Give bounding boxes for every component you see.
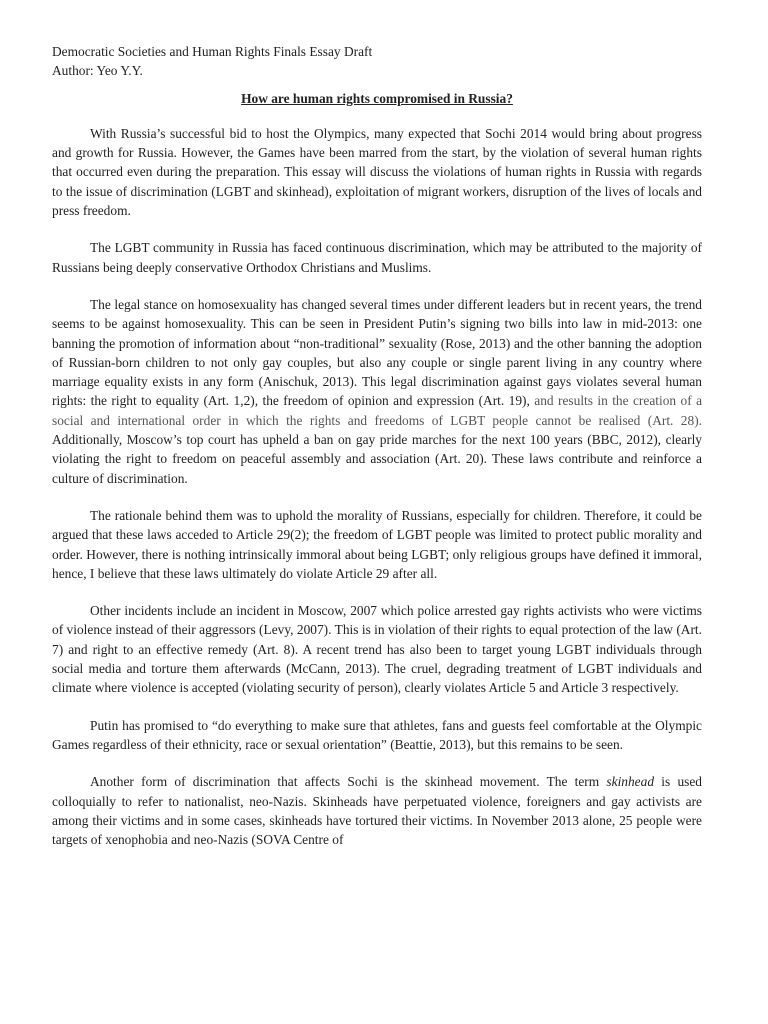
- author-line: Author: Yeo Y.Y.: [52, 63, 143, 79]
- course-line: Democratic Societies and Human Rights Finals Essay Draft: [52, 44, 373, 59]
- essay-page: [52, 42, 702, 849]
- paragraph-other-incidents: Other incidents include an incident in Moscow, 2007 which police arrested gay rights activists who were victims of violence instead of their aggressors (Levy, 2007). This is in violation of their rights to equal protection of the law (Art. 7) and right to an effective remedy (Art. 8). A recent trend has also been to target young LGBT individuals through social media and torture them afterwards (McCann, 2013). The cruel, degrading treatment of LGBT individuals and climate where violence is accepted (violating security of person), clearly violates Article 5 and Article 3 respectively.: [52, 603, 702, 696]
- paragraph-intro: With Russia’s successful bid to host the Olympics, many expected that Sochi 2014 would bring about progress and growth for Russia. However, the Games have been marred from the start, by the violation of several human rights that occurred even during the preparation. This essay will discuss the violations of human rights in Russia with regards to the issue of discrimination (LGBT and skinhead), exploitation of migrant workers, disruption of the lives of locals and press freedom.: [52, 125, 702, 219]
- paragraph-legal-stance: [52, 295, 702, 488]
- paragraph-putin-promise: Putin has promised to “do everything to make sure that athletes, fans and guests feel comfortable at the Olympic Games regardless of their ethnicity, race or sexual orientation” (Beattie, 2013), but this remains to be seen.: [52, 717, 702, 752]
- legal-stance-text-a: The legal stance on homosexuality has changed several times under different leaders but in recent years, the trend seems to be against homosexuality. This can be seen in President Putin’s signing two bills into law in mid-2013: one banning the promotion of information about “non-traditional” sexuality (Rose, 2013) and the other banning the adoption of Russian-born children to not only gay couples, but also any couple or single parent living in any country where marriage equality exists in any form (Anischuk, 2013). This legal discrimination against gays violates several human rights: the right to equality (Art. 1,2), the freedom of opinion and expression (Art. 19),: [52, 296, 702, 409]
- skinhead-text-a: Another form of discrimination that affects Sochi is the skinhead movement. The term: [90, 774, 607, 790]
- essay-title: How are human rights compromised in Russia?: [241, 90, 513, 106]
- legal-stance-text-b: and results in the creation of a social and international order in which the rights and freedoms of LGBT people cannot be realised (Art. 28).: [52, 393, 703, 428]
- skinhead-text-b: is used colloquially to refer to nationalist, neo-Nazis. Skinheads have perpetuated violence, foreigners and gay activists are among their victims and in some cases, skinheads have tortured their victims. In November 2013 alone, 25 people were targets of xenophobia and neo-Nazis (SOVA Centre of: [52, 774, 702, 848]
- legal-stance-text-c: Additionally, Moscow’s top court has upheld a ban on gay pride marches for the next 100 years (BBC, 2012), clearly violating the right to freedom on peaceful assembly and association (Art. 20). These laws contribute and reinforce a culture of discrimination.: [52, 432, 702, 486]
- paragraph-rationale: The rationale behind them was to uphold the morality of Russians, especially for children. Therefore, it could be argued that these laws acceded to Article 29(2); the freedom of LGBT people was limited to protect public morality and order. However, there is nothing intrinsically immoral about being LGBT; only religious groups have defined it immoral, hence, I believe that these laws ultimately do violate Article 29 after all.: [52, 507, 702, 581]
- paragraph-lgbt-community: The LGBT community in Russia has faced continuous discrimination, which may be attributed to the majority of Russians being deeply conservative Orthodox Christians and Muslims.: [52, 240, 702, 275]
- paragraph-skinhead: [52, 772, 702, 849]
- skinhead-term: skinhead: [606, 774, 655, 790]
